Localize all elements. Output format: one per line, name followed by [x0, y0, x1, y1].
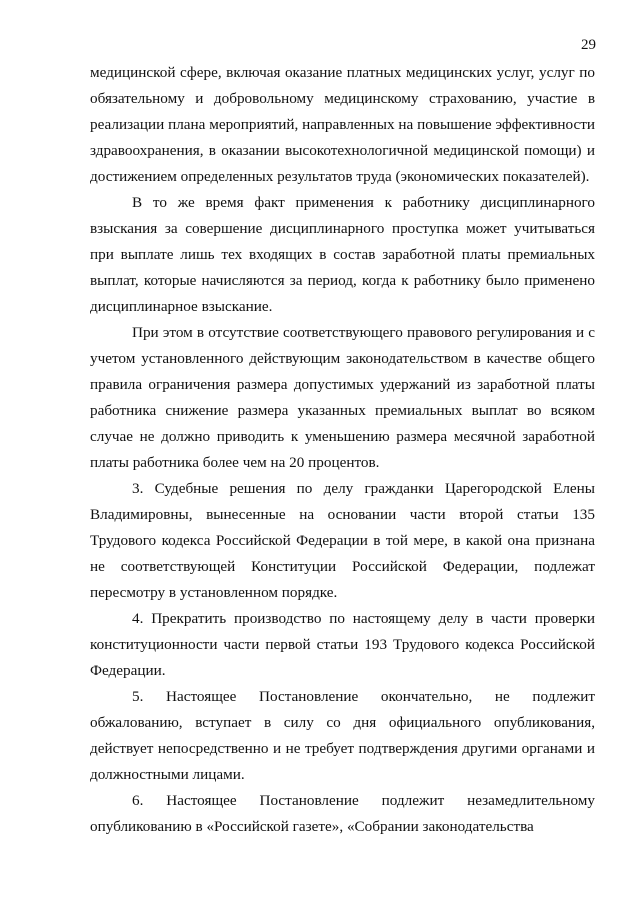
paragraph-item-5: 5. Настоящее Постановление окончательно, не подлежит обжалованию, вступает в силу со дня официального опубликования, действует непосредственно и не требует подтверждения другими органами и должностными лицами. [90, 688, 595, 783]
paragraph-continuation: медицинской сфере, включая оказание платных медицинских услуг, услуг по обязательному и добровольному медицинскому страхованию, участие в реализации плана мероприятий, направленных на повышение эффективности здравоохранения, в оказании высокотехнологичной медицинской помощи) и достижением определенных результатов труда (экономических показателей). [90, 64, 595, 185]
paragraph-disciplinary-penalty: В то же время факт применения к работнику дисциплинарного взыскания за совершение дисциплинарного проступка может учитываться при выплате лишь тех входящих в состав заработной платы премиальных выплат, которые начисляются за период, когда к работнику было применено дисциплинарное взыскание. [90, 194, 595, 315]
paragraph-deduction-limit: При этом в отсутствие соответствующего правового регулирования и с учетом установленного действующим законодательством в качестве общего правила ограничения размера допустимых удержаний из заработной платы работника снижение размера указанных премиальных выплат во всяком случае не должно приводить к уменьшению размера месячной заработной платы работника более чем на 20 процентов. [90, 324, 595, 471]
document-body [90, 60, 595, 840]
page-number: 29 [581, 37, 596, 53]
paragraph-item-4: 4. Прекратить производство по настоящему делу в части проверки конституционности части первой статьи 193 Трудового кодекса Российской Федерации. [90, 610, 595, 679]
paragraph-item-6: 6. Настоящее Постановление подлежит незамедлительному опубликованию в «Российской газете», «Собрании законодательства [90, 792, 595, 835]
paragraph-item-3: 3. Судебные решения по делу гражданки Царегородской Елены Владимировны, вынесенные на основании части второй статьи 135 Трудового кодекса Российской Федерации в той мере, в какой она признана не соответствующей Конституции Российской Федерации, подлежат пересмотру в установленном порядке. [90, 480, 595, 601]
